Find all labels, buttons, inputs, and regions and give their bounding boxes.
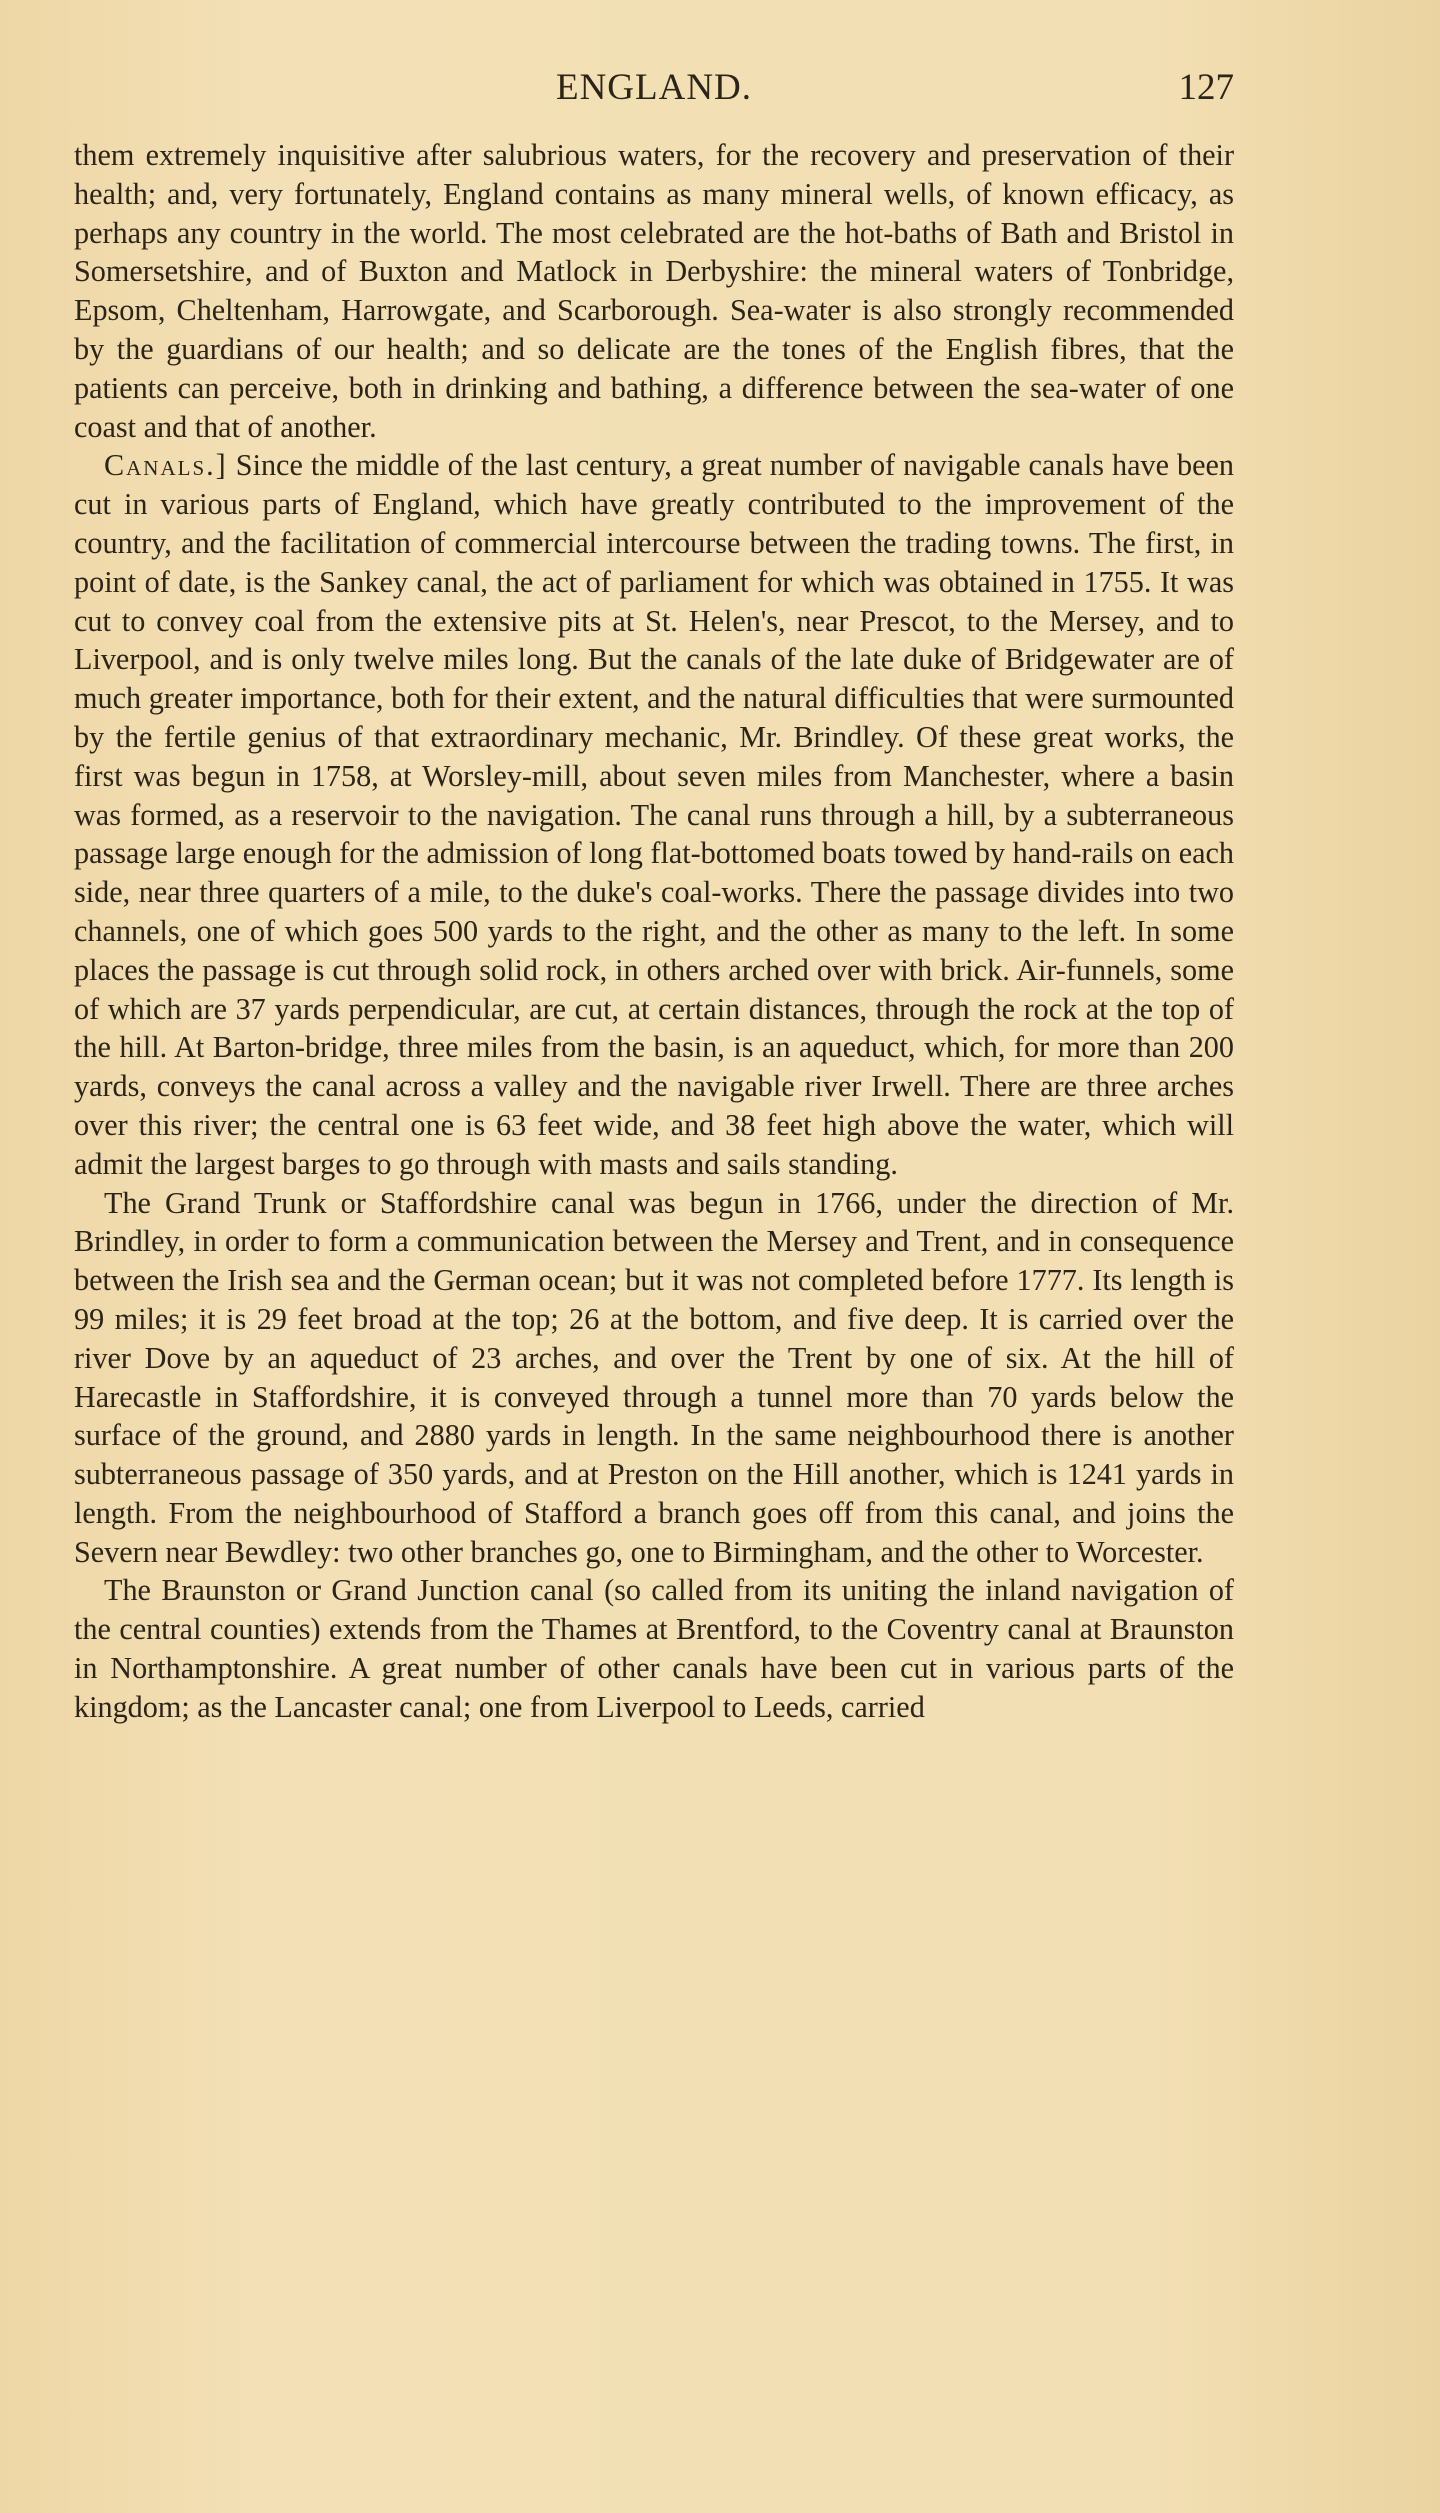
page-number: 127 [1178,67,1234,108]
page-header [74,58,1234,118]
paragraph-mineral-waters: them extremely inquisitive after salubrious waters, for the recovery and preservation of their health; and, very fortunately, England contains as many mineral wells, of known efficacy, as perhaps any country in the world. The most celebrated are the hot-baths of Bath and Bristol in Somersetshire, and of Buxton and Matlock in Derbyshire: the mineral waters of Tonbridge, Epsom, Cheltenham, Harrowgate, and Scarborough. Sea-water is also strongly recommended by the guardians of our health; and so delicate are the tones of the English fibres, that the patients can perceive, both in drinking and bathing, a difference between the sea-water of one coast and that of another. [74,138,1234,444]
paragraph-canals-text: Since the middle of the last century, a great number of navigable canals have been cut in various parts of England, which have greatly contributed to the improvement of the country, and the facilitation of commercial intercourse between the trading towns. The first, in point of date, is the Sankey canal, the act of parliament for which was obtained in 1755. It was cut to convey coal from the extensive pits at St. Helen's, near Prescot, to the Mersey, and to Liverpool, and is only twelve miles long. But the canals of the late duke of Bridgewater are of much greater importance, both for their extent, and the natural difficulties that were surmounted by the fertile genius of that extraordinary mechanic, Mr. Brindley. Of these great works, the first was begun in 1758, at Worsley-mill, about seven miles from Manchester, where a basin was formed, as a reservoir to the navigation. The canal runs through a hill, by a subterraneous passage large enough for the admission of long flat-bottomed boats towed by hand-rails on each side, near three quarters of a mile, to the duke's coal-works. There the passage divides into two channels, one of which goes 500 yards to the right, and the other as many to the left. In some places the passage is cut through solid rock, in others arched over with brick. Air-funnels, some of which are 37 yards perpendicular, are cut, at certain distances, through the rock at the top of the hill. At Barton-bridge, three miles from the basin, is an aqueduct, which, for more than 200 yards, conveys the canal across a valley and the navigable river Irwell. There are three arches over this river; the central one is 63 feet wide, and 38 feet high above the water, which will admit the largest barges to go through with masts and sails standing. [74,448,1234,1181]
section-heading-canals: Canals.] [104,448,228,483]
paragraph-canals [74,446,1234,1183]
running-title: ENGLAND. [555,67,753,108]
paragraph-grand-trunk: The Grand Trunk or Staffordshire canal was begun in 1766, under the direction of Mr. Brindley, in order to form a communication between the Mersey and Trent, and in consequence between the Irish sea and the German ocean; but it was not completed before 1777. Its length is 99 miles; it is 29 feet broad at the top; 26 at the bottom, and five deep. It is carried over the river Dove by an aqueduct of 23 arches, and over the Trent by one of six. At the hill of Harecastle in Staffordshire, it is conveyed through a tunnel more than 70 yards below the surface of the ground, and 2880 yards in length. In the same neighbourhood there is another subterraneous passage of 350 yards, and at Preston on the Hill another, which is 1241 yards in length. From the neighbourhood of Stafford a branch goes off from this canal, and joins the Severn near Bewdley: two other branches go, one to Birmingham, and the other to Worcester. [74,1185,1234,1569]
paragraph-grand-junction: The Braunston or Grand Junction canal (so called from its uniting the inland navigation of the central counties) extends from the Thames at Brentford, to the Coventry canal at Braunston in Northamptonshire. A great number of other canals have been cut in various parts of the kingdom; as the Lancaster canal; one from Liverpool to Leeds, carried [74,1573,1234,1724]
body-text [74,136,1234,1727]
